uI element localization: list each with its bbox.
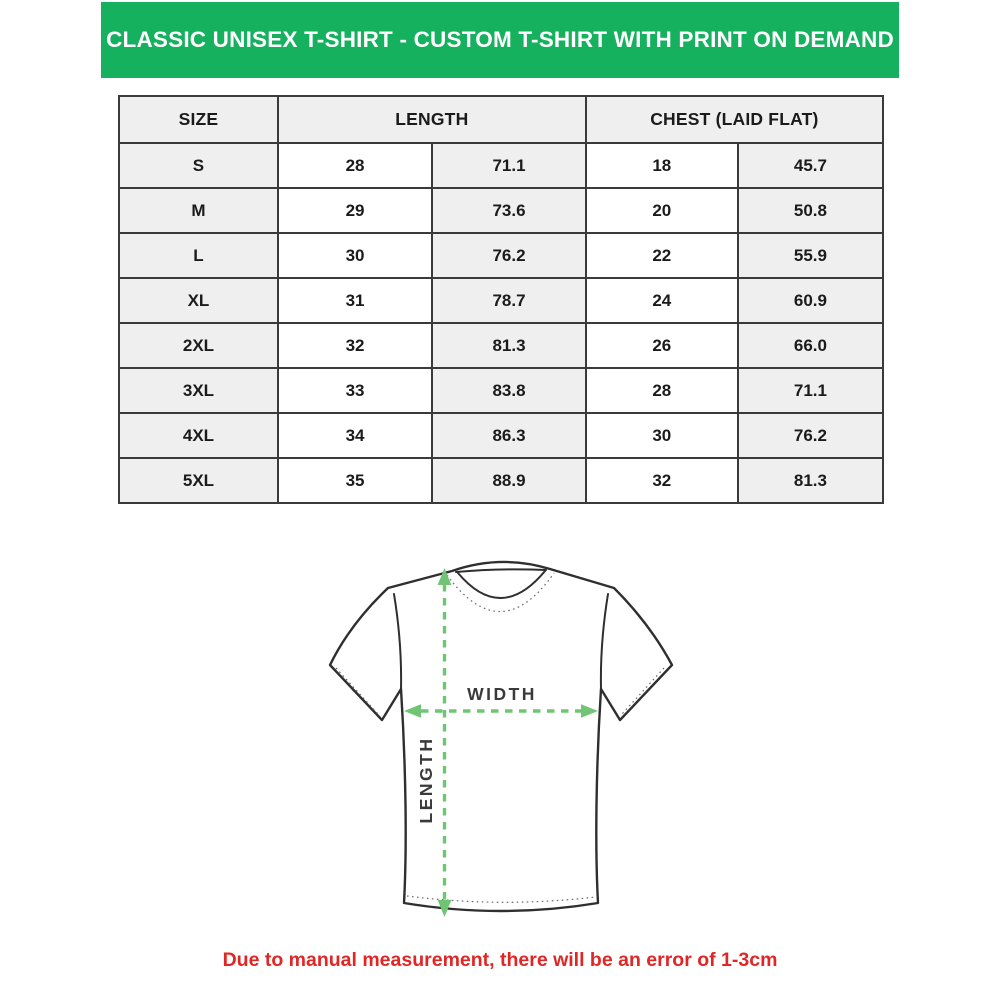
chest-in-cell: 28 [586, 368, 738, 413]
length-cm-cell: 78.7 [432, 278, 586, 323]
table-row [119, 368, 883, 413]
length-cm-cell: 86.3 [432, 413, 586, 458]
length-cm-cell: 88.9 [432, 458, 586, 503]
length-in-cell: 34 [278, 413, 432, 458]
size-cell: 3XL [119, 368, 278, 413]
chest-cm-cell: 60.9 [738, 278, 883, 323]
size-cell: 2XL [119, 323, 278, 368]
width-label: WIDTH [467, 684, 537, 704]
size-chart-table [118, 95, 884, 504]
length-in-cell: 35 [278, 458, 432, 503]
length-in-cell: 31 [278, 278, 432, 323]
length-in-cell: 32 [278, 323, 432, 368]
length-cm-cell: 73.6 [432, 188, 586, 233]
length-in-cell: 33 [278, 368, 432, 413]
table-header-row [119, 96, 883, 143]
chest-cm-cell: 50.8 [738, 188, 883, 233]
chest-cm-cell: 66.0 [738, 323, 883, 368]
size-cell: S [119, 143, 278, 188]
length-cm-cell: 83.8 [432, 368, 586, 413]
col-header-chest: CHEST (LAID FLAT) [586, 96, 883, 143]
table-row [119, 413, 883, 458]
length-in-cell: 29 [278, 188, 432, 233]
size-cell: M [119, 188, 278, 233]
chest-in-cell: 24 [586, 278, 738, 323]
measurement-note: Due to manual measurement, there will be an error of 1-3cm [222, 949, 778, 971]
length-label: LENGTH [416, 736, 436, 824]
chest-in-cell: 26 [586, 323, 738, 368]
chest-cm-cell: 55.9 [738, 233, 883, 278]
chest-in-cell: 20 [586, 188, 738, 233]
chest-in-cell: 22 [586, 233, 738, 278]
length-in-cell: 30 [278, 233, 432, 278]
size-cell: 5XL [119, 458, 278, 503]
size-cell: L [119, 233, 278, 278]
length-cm-cell: 81.3 [432, 323, 586, 368]
length-in-cell: 28 [278, 143, 432, 188]
chest-cm-cell: 71.1 [738, 368, 883, 413]
table-row [119, 143, 883, 188]
chest-in-cell: 18 [586, 143, 738, 188]
table-row [119, 323, 883, 368]
col-header-size: SIZE [119, 96, 278, 143]
size-cell: XL [119, 278, 278, 323]
length-cm-cell: 76.2 [432, 233, 586, 278]
chest-in-cell: 32 [586, 458, 738, 503]
chest-cm-cell: 45.7 [738, 143, 883, 188]
length-cm-cell: 71.1 [432, 143, 586, 188]
tshirt-diagram [305, 548, 695, 940]
size-cell: 4XL [119, 413, 278, 458]
col-header-length: LENGTH [278, 96, 586, 143]
page-title: CLASSIC UNISEX T-SHIRT - CUSTOM T-SHIRT WITH PRINT ON DEMAND [106, 27, 894, 52]
table-row [119, 188, 883, 233]
table-row [119, 233, 883, 278]
title-banner [101, 2, 899, 78]
tshirt-outline-icon [330, 562, 672, 911]
chest-cm-cell: 81.3 [738, 458, 883, 503]
table-row [119, 278, 883, 323]
table-row [119, 458, 883, 503]
chest-in-cell: 30 [586, 413, 738, 458]
chest-cm-cell: 76.2 [738, 413, 883, 458]
